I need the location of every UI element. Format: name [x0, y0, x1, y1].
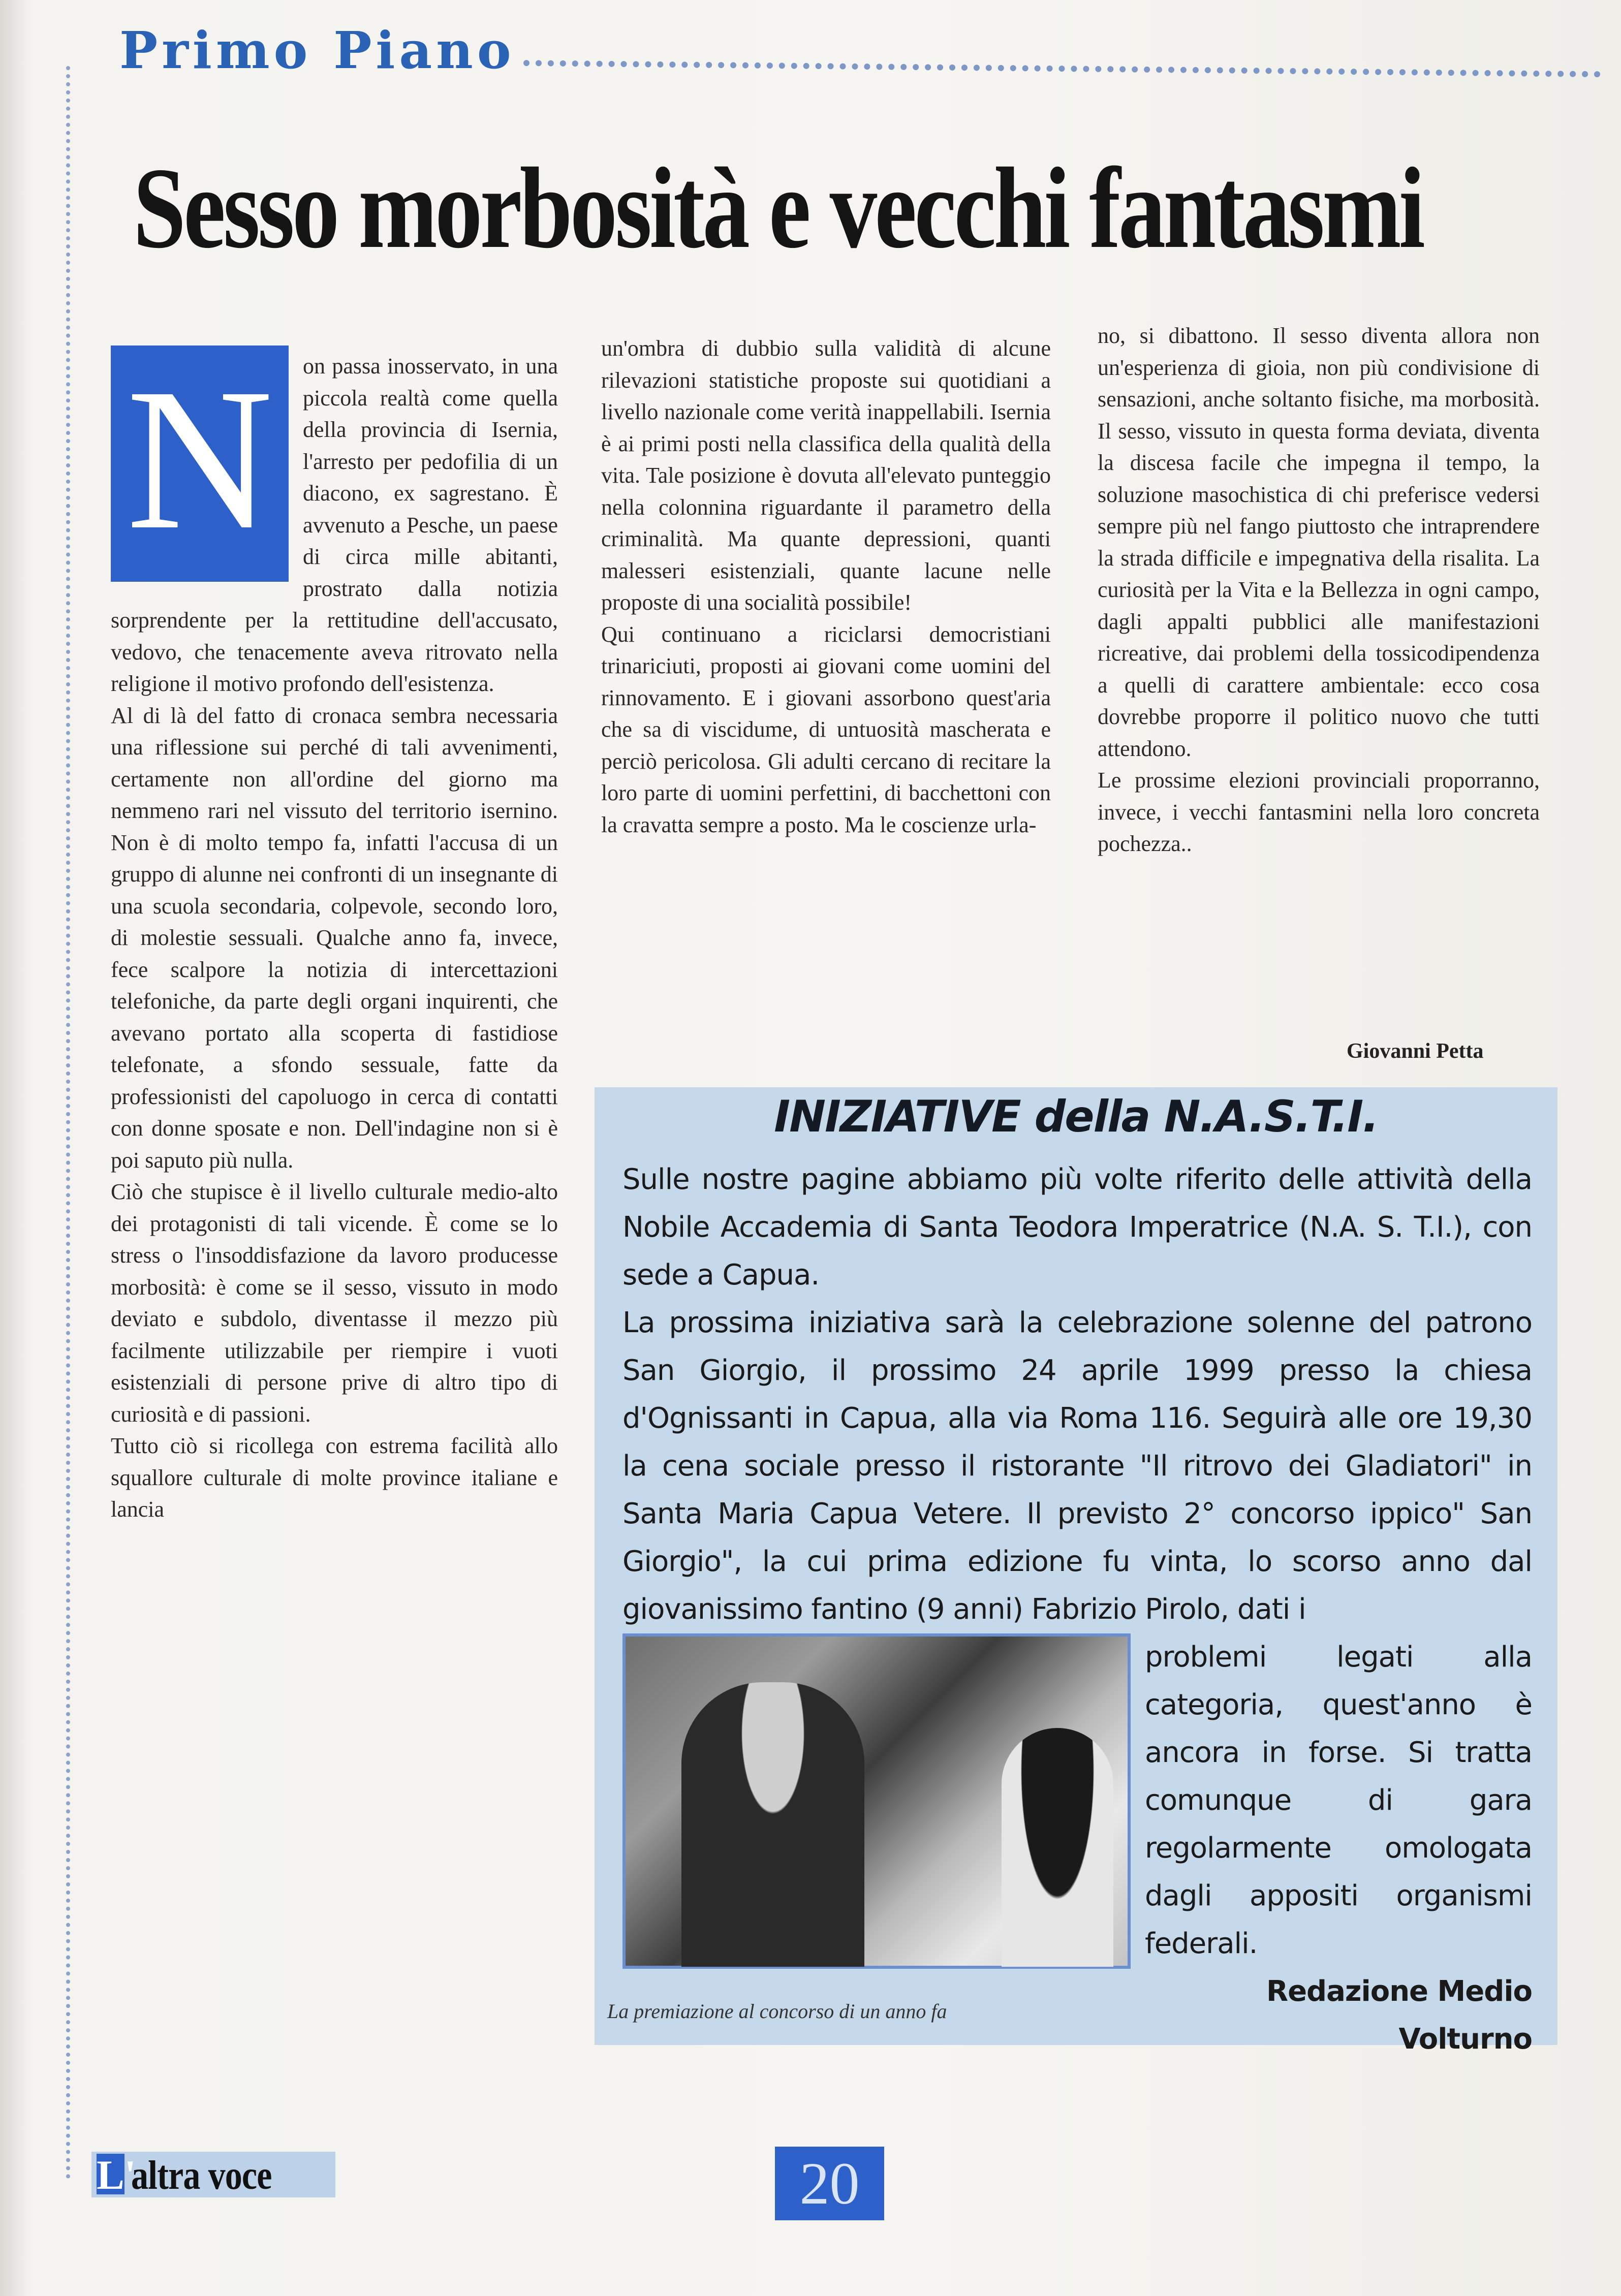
dropcap: N	[111, 345, 289, 582]
award-photo	[622, 1633, 1131, 1969]
box-body	[622, 1156, 1532, 2063]
box-paragraph: La prossima iniziativa sarà la celebrazione solenne del patrono San Giorgio, il prossimo 24 aprile 1999 presso la chiesa d'Ognissanti in Capua, alla via Roma 116. Seguirà alle ore 19,30 la cena sociale presso il ristorante "Il ritrovo dei Gladiatori" in Santa Maria Capua Vetere. Il previsto 2° concorso ippico" San Giorgio", la cui prima edizione fu vinta, lo scorso anno dal giovanissimo fantino (9 anni) Fabrizio Pirolo, dati i	[622, 1306, 1532, 1626]
paragraph: no, si dibattono. Il sesso diventa allora non un'esperienza di gioia, non più condivisione di sensazioni, anche soltanto fisiche, ma morbosità. Il sesso, vissuto in questa forma deviata, diventa la discesa facile che impegna il tempo, la soluzione masochistica di chi preferisce vedersi sempre più nel fango piuttosto che intraprendere la strada difficile e impegnativa della risalita. La curiosità per la Vita e la Bellezza in ogni campo, dagli appalti pubblici alle manifestazioni ricreative, dai problemi della tossicodipendenza a quelli di carattere ambientale: ecco cosa dovrebbe proporre il politico nuovo che tutti attendono.	[1098, 323, 1540, 761]
page-number: 20	[775, 2147, 884, 2220]
man-figure	[681, 1682, 864, 1967]
paragraph: Tutto ciò si ricollega con estrema facilità allo squallore culturale di molte province italiane e lancia	[111, 1433, 558, 1522]
article-title: Sesso morbosità e vecchi fantasmi	[133, 144, 1423, 272]
paragraph: Le prossime elezioni provinciali proporranno, invece, i vecchi fantasmini nella loro concreta pochezza..	[1098, 768, 1540, 856]
paragraph: Ciò che stupisce è il livello culturale medio-alto dei protagonisti di tali vicende. È come se lo stress o l'insoddisfazione da lavoro producesse morbosità: è come se il sesso, vissuto in modo deviato e subdolo, diventasse il mezzo più facilmente utilizzabile per riempire i vuoti esistenziali di persone prive di altro tipo di curiosità e di passioni.	[111, 1179, 558, 1427]
paragraph: un'ombra di dubbio sulla validità di alcune rilevazioni statistiche proposte sui quotidiani a livello nazionale come verità inappellabili. Isernia è ai primi posti nella classifica della qualità della vita. Tale posizione è dovuta all'elevato punteggio nella colonnina riguardante il parametro della criminalità. Ma quante depressioni, quanti malesseri esistenziali, quante lacune nelle proposte di una socialità possibile!	[601, 336, 1051, 615]
logo-text: altra voce	[131, 2153, 272, 2198]
article-column-2	[601, 333, 1051, 841]
section-header: Primo Piano	[119, 20, 515, 80]
box-paragraph: problemi legati alla categoria, quest'anno è ancora in forse. Si tratta comunque di gara regolarmente omologata dagli appositi organismi federali.	[1145, 1641, 1532, 1960]
box-paragraph: Sulle nostre pagine abbiamo più volte riferito delle attività della Nobile Accademia di Santa Teodora Imperatrice (N.A. S. T.I.), con sede a Capua.	[622, 1163, 1532, 1292]
article-author: Giovanni Petta	[1347, 1040, 1484, 1063]
magazine-logo	[91, 2152, 335, 2197]
box-title: INIZIATIVE della N.A.S.T.I.	[774, 1091, 1378, 1142]
paragraph: on passa inosservato, in una piccola realtà come quella della provincia di Isernia, l'arresto per pedofilia di un diacono, ex sagrestano. È avvenuto a Pesche, un paese di circa mille abitanti, prostrato dalla notizia sorprendente per la rettitudine dell'accusato, vedovo, che tenacemente aveva ritrovato nella religione il motivo profondo dell'esistenza.	[111, 354, 558, 696]
paragraph: Al di là del fatto di cronaca sembra necessaria una riflessione sui perché di tali avvenimenti, certamente non all'ordine del giorno ma nemmeno rari nel vissuto del territorio isernino. Non è di molto tempo fa, infatti l'accusa di un gruppo di alunne nei confronti di un insegnante di una scuola secondaria, colpevole, secondo loro, di molestie sessuali. Qualche anno fa, invece, fece scalpore la notizia di intercettazioni telefoniche, da parte degli organi inquirenti, che avevano portato alla scoperta di fastidiose telefonate, a sfondo sessuale, fatte da professionisti del capoluogo in cerca di contatti con donne sposate e non. Dell'indagine non si è poi saputo più nulla.	[111, 703, 558, 1173]
paragraph: Qui continuano a riciclarsi democristiani trinariciuti, proposti ai giovani come uomini del rinnovamento. E i giovani assorbono quest'aria che sa di viscidume, di untuosità mascherata e perciò pericolosa. Gli adulti cercano di recitare la loro parte di uomini perfettini, di bacchettoni con la cravatta sempre a posto. Ma le coscienze urla-	[601, 621, 1051, 837]
photo-caption: La premiazione al concorso di un anno fa	[607, 2000, 947, 2023]
nasti-box	[595, 1087, 1557, 2056]
article-column-3	[1098, 320, 1540, 860]
box-signature: Redazione Medio Volturno	[1266, 1975, 1532, 2056]
header-dotted-line	[523, 60, 1601, 77]
child-figure	[1002, 1728, 1113, 1967]
left-dotted-rule	[66, 66, 70, 2180]
article-column-1	[111, 347, 558, 1526]
logo-letter: L'	[97, 2152, 136, 2198]
